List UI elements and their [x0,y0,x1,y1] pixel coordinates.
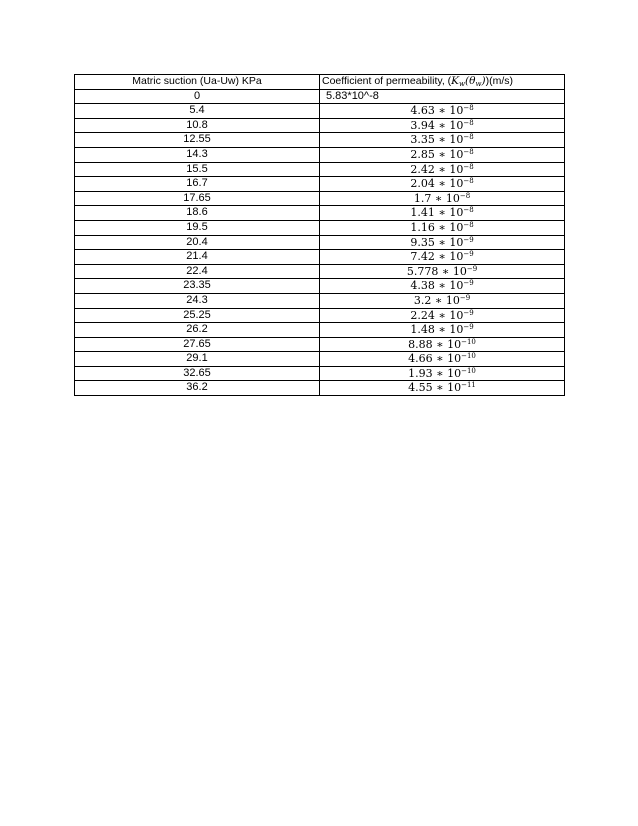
permeability-cell [320,308,565,323]
permeability-mantissa: 3.94 [410,118,435,132]
permeability-times-sign: ∗ [434,220,450,234]
permeability-base: 10 [449,147,464,161]
header-symbol-close-paren: ) [481,75,486,87]
permeability-cell [320,133,565,148]
table-row [75,381,565,396]
permeability-base: 10 [449,133,464,147]
table-row [75,147,565,162]
permeability-times-sign: ∗ [432,352,448,366]
table-row [75,104,565,119]
matric-suction-cell: 23.35 [75,279,320,294]
permeability-times-sign: ∗ [434,177,450,191]
permeability-cell [320,220,565,235]
permeability-cell [320,337,565,352]
permeability-times-sign: ∗ [434,323,450,337]
table-row [75,133,565,148]
permeability-exponent: −8 [463,133,474,142]
table-row [75,118,565,133]
permeability-times-sign: ∗ [434,162,450,176]
matric-suction-cell: 15.5 [75,162,320,177]
permeability-cell [320,264,565,279]
header-matric-suction: Matric suction (Ua-Uw) KPa [75,75,320,90]
permeability-cell [320,235,565,250]
matric-suction-cell: 24.3 [75,293,320,308]
permeability-base: 10 [449,323,464,337]
matric-suction-cell: 14.3 [75,147,320,162]
permeability-exponent: −9 [466,264,478,273]
matric-suction-cell: 29.1 [75,352,320,367]
permeability-table [74,74,565,396]
permeability-cell [320,104,565,119]
permeability-exponent: −10 [461,366,476,375]
permeability-times-sign: ∗ [432,366,448,380]
permeability-cell [320,293,565,308]
permeability-times-sign: ∗ [434,235,450,249]
permeability-cell [320,206,565,221]
permeability-base: 10 [445,293,460,307]
permeability-mantissa: 8.88 [408,337,433,351]
header-permeability-suffix: )(m/s) [485,75,513,87]
permeability-mantissa: 5.778 [406,264,439,278]
permeability-cell [320,177,565,192]
permeability-base: 10 [449,250,464,264]
permeability-base: 10 [447,381,462,395]
permeability-times-sign: ∗ [434,133,450,147]
permeability-exponent: −9 [459,293,471,302]
permeability-cell: 5.83*10^-8 [320,89,565,104]
permeability-mantissa: 3.35 [410,133,435,147]
permeability-times-sign: ∗ [431,293,446,307]
header-symbol-open-paren: ( [465,75,470,87]
permeability-base: 10 [449,235,464,249]
permeability-cell [320,366,565,381]
permeability-times-sign: ∗ [434,250,450,264]
table-row [75,162,565,177]
permeability-cell [320,162,565,177]
table-row [75,177,565,192]
header-symbol-k-subscript: w [459,80,466,88]
table-row [75,352,565,367]
permeability-base: 10 [449,162,464,176]
header-symbol-theta-subscript: w [475,80,482,88]
permeability-base: 10 [449,104,464,118]
permeability-mantissa: 2.24 [410,308,435,322]
matric-suction-cell: 20.4 [75,235,320,250]
permeability-exponent: −9 [463,235,474,244]
permeability-base: 10 [449,308,464,322]
permeability-cell [320,147,565,162]
permeability-base: 10 [449,206,464,220]
permeability-mantissa: 9.35 [410,235,435,249]
matric-suction-cell: 19.5 [75,220,320,235]
permeability-mantissa: 4.55 [408,381,433,395]
permeability-exponent: −8 [463,220,474,229]
table-row [75,293,565,308]
matric-suction-cell: 36.2 [75,381,320,396]
permeability-mantissa: 1.93 [408,366,433,380]
permeability-mantissa: 7.42 [410,250,435,264]
permeability-exponent: −8 [463,177,474,186]
header-permeability [320,75,565,90]
table-row [75,279,565,294]
permeability-exponent: −8 [459,191,471,200]
table-body [75,89,565,395]
matric-suction-cell: 12.55 [75,133,320,148]
permeability-times-sign: ∗ [432,381,448,395]
permeability-times-sign: ∗ [431,191,446,205]
table-row [75,206,565,221]
permeability-exponent: −9 [463,279,474,288]
permeability-mantissa: 1.41 [410,206,435,220]
table-row [75,220,565,235]
matric-suction-cell: 18.6 [75,206,320,221]
permeability-mantissa: 4.63 [410,104,435,118]
permeability-exponent: −10 [461,352,476,361]
matric-suction-cell: 22.4 [75,264,320,279]
permeability-base: 10 [447,337,462,351]
permeability-times-sign: ∗ [434,118,450,132]
permeability-times-sign: ∗ [434,104,450,118]
permeability-base: 10 [447,352,462,366]
header-permeability-prefix: Coefficient of permeability, ( [322,75,452,87]
permeability-times-sign: ∗ [434,206,450,220]
permeability-mantissa: 3.2 [413,293,432,307]
permeability-exponent: −9 [463,250,474,259]
permeability-base: 10 [449,118,464,132]
header-symbol-k: K [451,75,460,87]
table-row [75,337,565,352]
matric-suction-cell: 32.65 [75,366,320,381]
permeability-times-sign: ∗ [434,308,450,322]
permeability-exponent: −11 [461,381,476,390]
table-header [75,75,565,90]
permeability-mantissa: 1.7 [413,191,432,205]
permeability-cell [320,381,565,396]
permeability-mantissa: 2.85 [410,147,435,161]
permeability-mantissa: 4.38 [410,279,435,293]
permeability-mantissa: 1.16 [410,220,435,234]
permeability-cell [320,279,565,294]
permeability-base: 10 [445,191,460,205]
permeability-times-sign: ∗ [434,147,450,161]
permeability-base: 10 [449,279,464,293]
table-row [75,191,565,206]
permeability-exponent: −8 [463,118,474,127]
permeability-base: 10 [449,220,464,234]
permeability-mantissa: 2.42 [410,162,435,176]
permeability-cell [320,250,565,265]
permeability-exponent: −9 [463,308,474,317]
matric-suction-cell: 16.7 [75,177,320,192]
permeability-exponent: −8 [463,147,474,156]
table-row [75,264,565,279]
table-row [75,308,565,323]
header-row [75,75,565,90]
permeability-cell [320,352,565,367]
table-row [75,366,565,381]
permeability-cell [320,118,565,133]
table-row [75,235,565,250]
table-row [75,89,565,104]
matric-suction-cell: 21.4 [75,250,320,265]
matric-suction-cell: 5.4 [75,104,320,119]
permeability-base: 10 [452,264,467,278]
permeability-base: 10 [447,366,462,380]
permeability-times-sign: ∗ [434,279,450,293]
permeability-times-sign: ∗ [432,337,448,351]
permeability-exponent: −9 [463,323,474,332]
matric-suction-cell: 17.65 [75,191,320,206]
table-row [75,250,565,265]
matric-suction-cell: 25.25 [75,308,320,323]
permeability-mantissa: 4.66 [408,352,433,366]
permeability-exponent: −8 [463,104,474,113]
header-symbol-theta: θ [469,75,476,87]
permeability-exponent: −10 [461,337,476,346]
permeability-mantissa: 1.48 [410,323,435,337]
permeability-exponent: −8 [463,162,474,171]
permeability-cell [320,323,565,338]
permeability-exponent: −8 [463,206,474,215]
matric-suction-cell: 10.8 [75,118,320,133]
table-row [75,323,565,338]
matric-suction-cell: 26.2 [75,323,320,338]
permeability-base: 10 [449,177,464,191]
permeability-times-sign: ∗ [438,264,453,278]
matric-suction-cell: 27.65 [75,337,320,352]
matric-suction-cell: 0 [75,89,320,104]
permeability-mantissa: 2.04 [410,177,435,191]
permeability-cell [320,191,565,206]
